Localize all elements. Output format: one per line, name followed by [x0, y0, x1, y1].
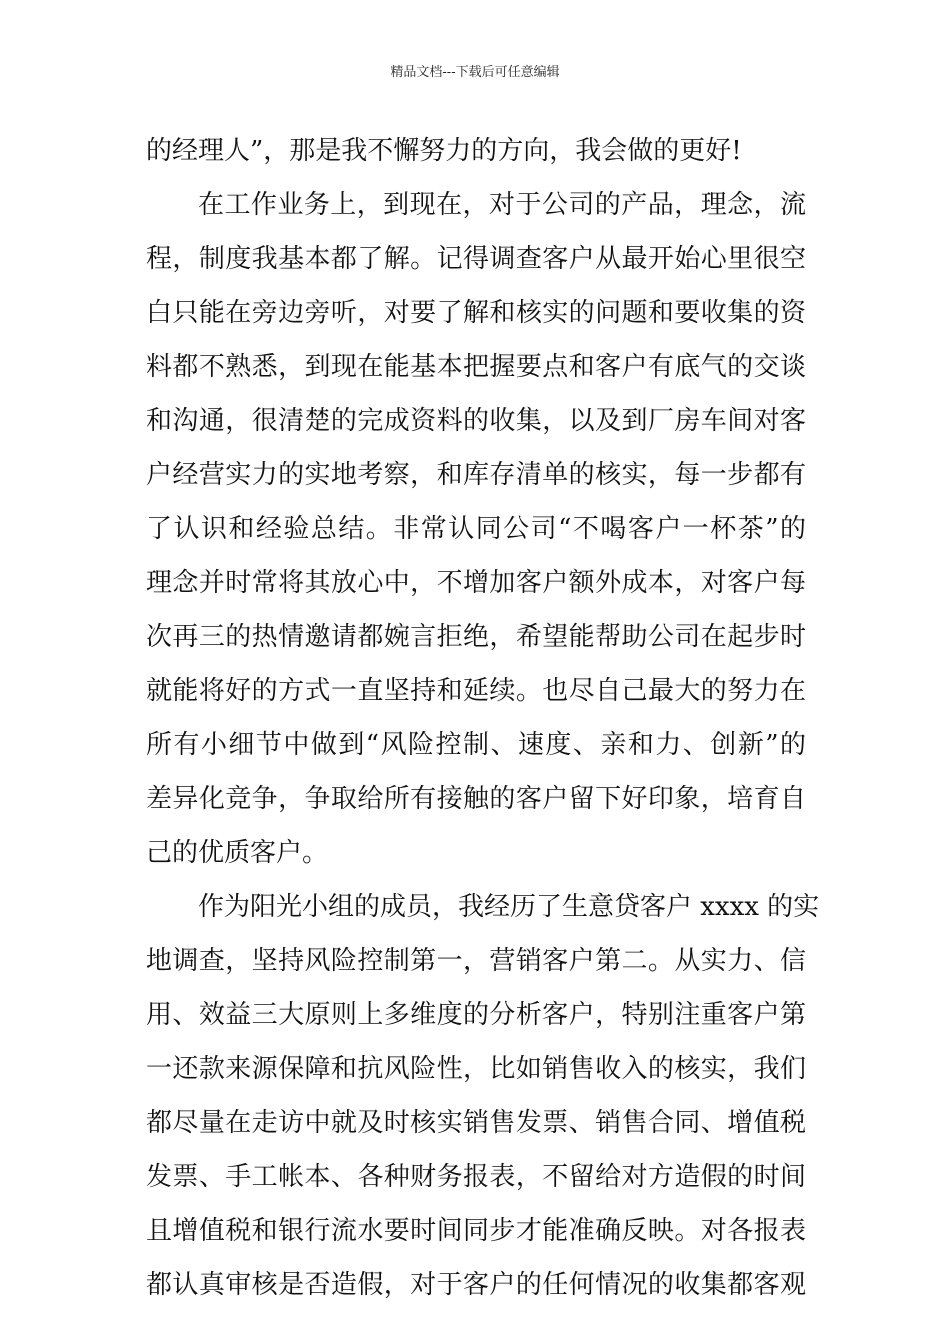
text-line: 料都不熟悉，到现在能基本把握要点和客户有底气的交谈 — [146, 352, 806, 382]
text-line: 且增值税和银行流水要时间同步才能准确反映。对各报表 — [146, 1216, 806, 1246]
text-line: 次再三的热情邀请都婉言拒绝，希望能帮助公司在起步时 — [146, 622, 806, 652]
text-line: 一还款来源保障和抗风险性，比如销售收入的核实，我们 — [146, 1054, 806, 1084]
text-line: 己的优质客户。 — [146, 838, 329, 868]
text-line: 差异化竞争，争取给所有接触的客户留下好印象，培育自 — [146, 784, 806, 814]
text-line: 和沟通，很清楚的完成资料的收集，以及到厂房车间对客 — [146, 406, 806, 436]
text-line: 作为阳光小组的成员，我经历了生意贷客户 xxxx 的实 — [198, 892, 820, 922]
text-line: 的经理人”，那是我不懈努力的方向，我会做的更好! — [146, 136, 742, 166]
text-line: 都尽量在走访中就及时核实销售发票、销售合同、增值税 — [146, 1108, 806, 1138]
text-line: 就能将好的方式一直坚持和延续。也尽自己最大的努力在 — [146, 676, 806, 706]
text-line: 在工作业务上，到现在，对于公司的产品，理念，流 — [198, 190, 806, 220]
text-line: 发票、手工帐本、各种财务报表，不留给对方造假的时间 — [146, 1162, 806, 1192]
text-line: 用、效益三大原则上多维度的分析客户，特别注重客户第 — [146, 1000, 806, 1030]
text-line: 户经营实力的实地考察，和库存清单的核实，每一步都有 — [146, 460, 806, 490]
text-line: 地调查，坚持风险控制第一，营销客户第二。从实力、信 — [146, 946, 806, 976]
document-body — [146, 124, 820, 1312]
text-line: 所有小细节中做到“风险控制、速度、亲和力、创新”的 — [146, 730, 806, 760]
page-header: 精品文档---下载后可任意编辑 — [390, 65, 560, 80]
text-line: 理念并时常将其放心中，不增加客户额外成本，对客户每 — [146, 568, 806, 598]
text-line: 程，制度我基本都了解。记得调查客户从最开始心里很空 — [146, 244, 806, 274]
text-line: 都认真审核是否造假，对于客户的任何情况的收集都客观 — [146, 1270, 806, 1300]
text-line: 了认识和经验总结。非常认同公司“不喝客户一杯茶”的 — [146, 514, 806, 544]
text-line: 白只能在旁边旁听，对要了解和核实的问题和要收集的资 — [146, 298, 806, 328]
